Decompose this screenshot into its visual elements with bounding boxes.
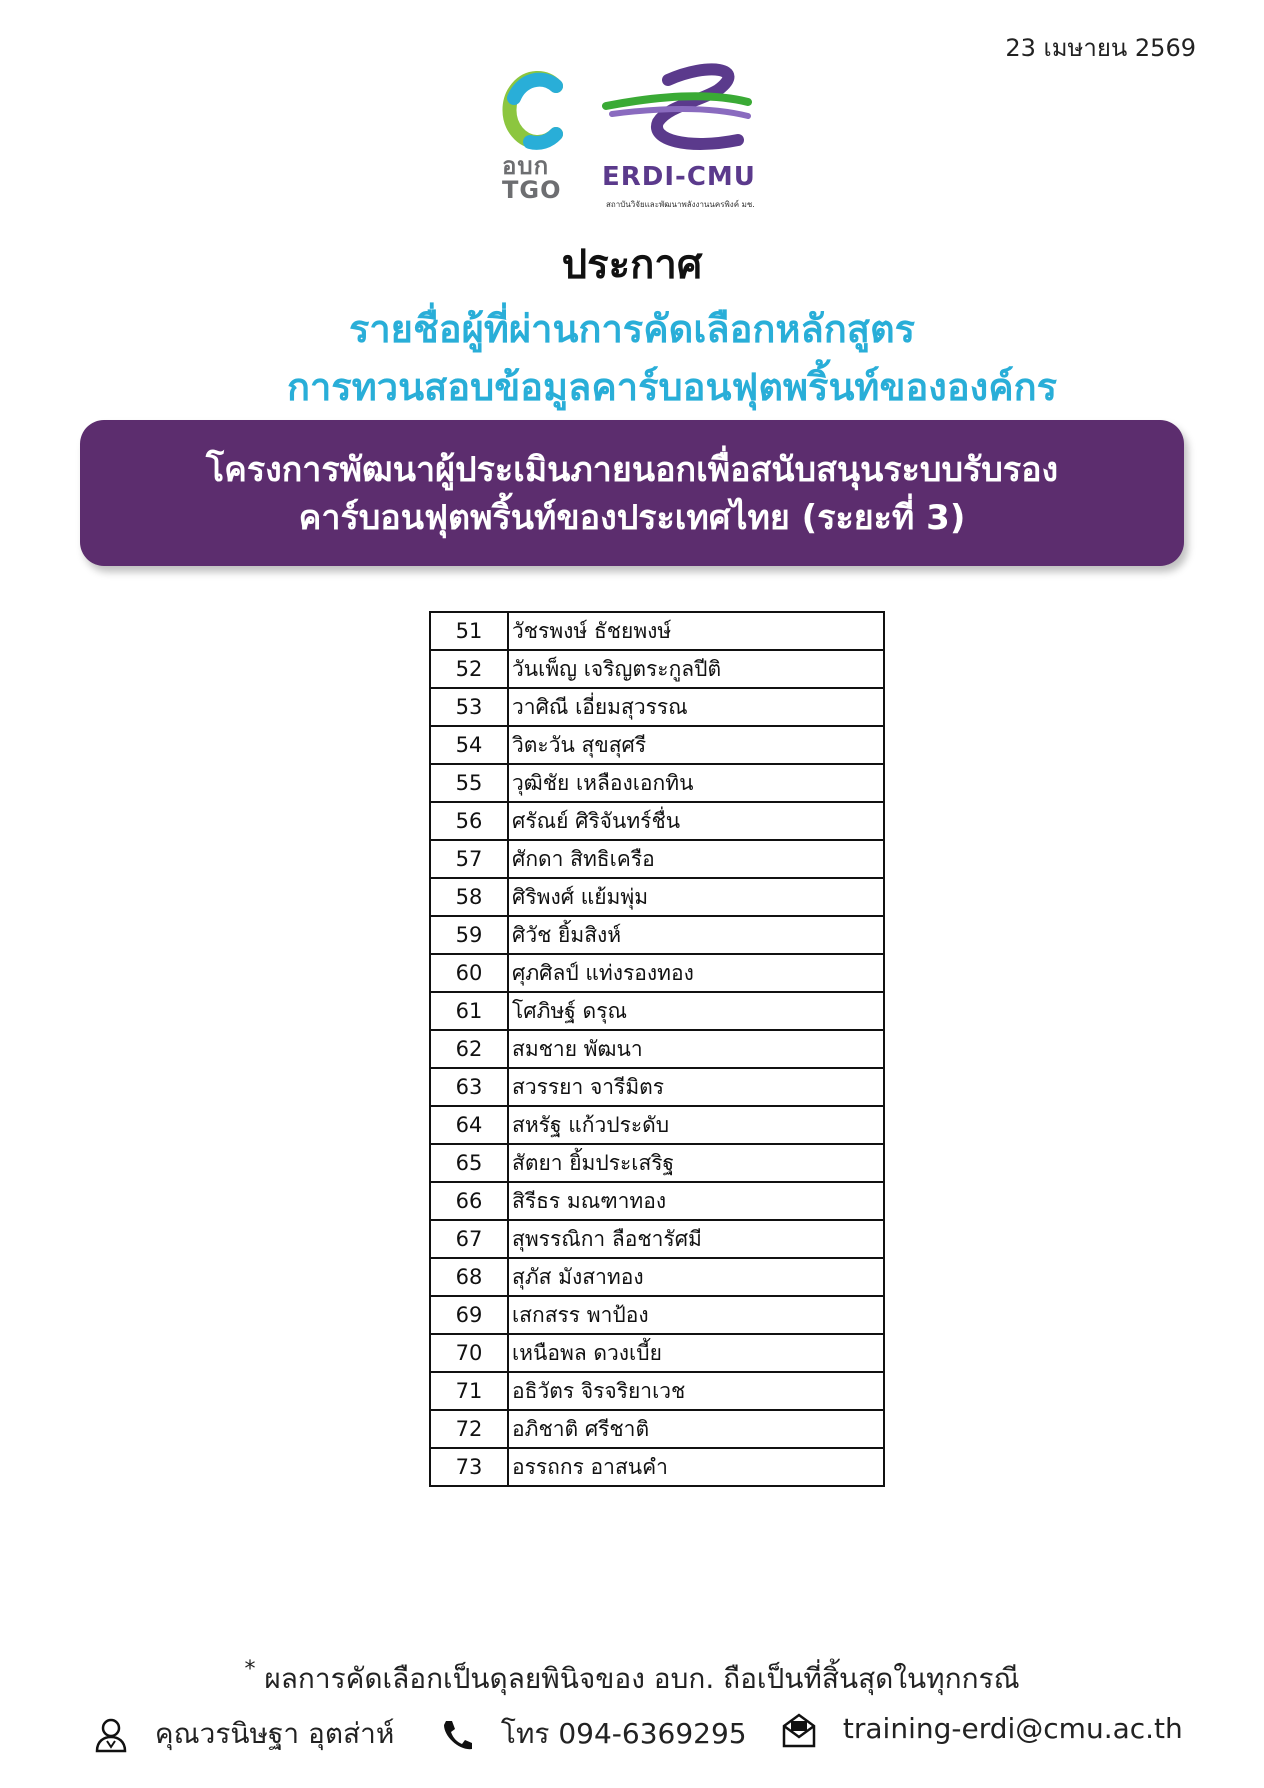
table-row xyxy=(430,1372,884,1410)
subtitle-line-2: การทวนสอบข้อมูลคาร์บอนฟุตพริ้นท์ขององค์กร xyxy=(286,365,1058,409)
footnote xyxy=(0,1657,1264,1701)
participant-number: 53 xyxy=(430,688,508,726)
participant-number: 59 xyxy=(430,916,508,954)
participant-number: 60 xyxy=(430,954,508,992)
participant-name: ศิริพงศ์ แย้มพุ่ม xyxy=(508,878,884,916)
participant-number: 56 xyxy=(430,802,508,840)
table-row xyxy=(430,1258,884,1296)
logo-group xyxy=(490,62,790,212)
table-row xyxy=(430,764,884,802)
erdi-logo xyxy=(598,62,788,212)
table-row xyxy=(430,878,884,916)
table-row xyxy=(430,802,884,840)
participant-name: สหรัฐ แก้วประดับ xyxy=(508,1106,884,1144)
contact-email xyxy=(782,1712,1183,1748)
participant-number: 52 xyxy=(430,650,508,688)
table-row xyxy=(430,1410,884,1448)
table-row xyxy=(430,726,884,764)
participant-number: 63 xyxy=(430,1068,508,1106)
table-row xyxy=(430,1106,884,1144)
footnote-star: * xyxy=(244,1657,256,1682)
banner-line-1: โครงการพัฒนาผู้ประเมินภายนอกเพื่อสนับสนุนระบบรับรอง xyxy=(205,450,1059,490)
participant-number: 71 xyxy=(430,1372,508,1410)
table-row xyxy=(430,650,884,688)
table-row xyxy=(430,1182,884,1220)
contact-person-name: คุณวรนิษฐา อุตส่าห์ xyxy=(154,1717,395,1750)
announcement-date: 23 เมษายน 2569 xyxy=(1005,34,1196,62)
participant-number: 67 xyxy=(430,1220,508,1258)
participant-name: ศิวัช ยิ้มสิงห์ xyxy=(508,916,884,954)
participant-number: 58 xyxy=(430,878,508,916)
participant-number: 65 xyxy=(430,1144,508,1182)
participant-name: วันเพ็ญ เจริญตระกูลปีติ xyxy=(508,650,884,688)
participant-number: 66 xyxy=(430,1182,508,1220)
participant-name: วัชรพงษ์ ธัชยพงษ์ xyxy=(508,612,884,650)
participant-name: สุภัส มังสาทอง xyxy=(508,1258,884,1296)
participant-name: วิตะวัน สุขสุศรี xyxy=(508,726,884,764)
tgo-ring-icon xyxy=(500,68,566,152)
table-row xyxy=(430,1068,884,1106)
participant-name: สิรีธร มณฑาทอง xyxy=(508,1182,884,1220)
participant-name: สวรรยา จารีมิตร xyxy=(508,1068,884,1106)
table-row xyxy=(430,916,884,954)
table-row xyxy=(430,688,884,726)
participant-number: 54 xyxy=(430,726,508,764)
table-row xyxy=(430,840,884,878)
participant-name: ศรัณย์ ศิริจันทร์ชื่น xyxy=(508,802,884,840)
participant-number: 64 xyxy=(430,1106,508,1144)
participant-number: 55 xyxy=(430,764,508,802)
participant-number: 73 xyxy=(430,1448,508,1486)
contact-email-address[interactable]: training-erdi@cmu.ac.th xyxy=(842,1712,1183,1745)
participant-name: สัตยา ยิ้มประเสริฐ xyxy=(508,1144,884,1182)
table-row xyxy=(430,1448,884,1486)
person-icon xyxy=(94,1717,128,1753)
participant-name: อธิวัตร จิรจริยาเวช xyxy=(508,1372,884,1410)
email-icon xyxy=(782,1712,816,1748)
tgo-text xyxy=(502,154,561,202)
contact-person xyxy=(94,1712,394,1756)
table-row xyxy=(430,612,884,650)
participant-number: 68 xyxy=(430,1258,508,1296)
tgo-text-thai: อบก xyxy=(502,152,550,180)
participant-name: เหนือพล ดวงเบี้ย xyxy=(508,1334,884,1372)
tgo-logo xyxy=(490,62,590,212)
participant-number: 69 xyxy=(430,1296,508,1334)
footnote-text: ผลการคัดเลือกเป็นดุลยพินิจของ อบก. ถือเป็นที่สิ้นสุดในทุกกรณี xyxy=(264,1662,1020,1695)
table-row xyxy=(430,1144,884,1182)
participant-name: โศภิษฐ์ ดรุณ xyxy=(508,992,884,1030)
participant-name: อรรถกร อาสนคำ xyxy=(508,1448,884,1486)
tgo-text-english: TGO xyxy=(502,176,562,204)
participant-name: ศักดา สิทธิเครือ xyxy=(508,840,884,878)
participant-number: 51 xyxy=(430,612,508,650)
page-title: ประกาศ xyxy=(561,242,703,288)
participant-name: อภิชาติ ศรีชาติ xyxy=(508,1410,884,1448)
participant-name: วุฒิชัย เหลืองเอกทิน xyxy=(508,764,884,802)
contact-phone-number[interactable]: โทร 094-6369295 xyxy=(500,1717,747,1750)
participant-name: เสกสรร พาป้อง xyxy=(508,1296,884,1334)
table-row xyxy=(430,1296,884,1334)
table-row xyxy=(430,1220,884,1258)
table-row xyxy=(430,954,884,992)
participant-number: 62 xyxy=(430,1030,508,1068)
project-banner xyxy=(80,420,1184,566)
participant-name: ศุภศิลป์ แท่งรองทอง xyxy=(508,954,884,992)
banner-line-2: คาร์บอนฟุตพริ้นท์ของประเทศไทย (ระยะที่ 3) xyxy=(298,498,966,538)
participant-name: วาศิณี เอี่ยมสุวรรณ xyxy=(508,688,884,726)
participant-number: 61 xyxy=(430,992,508,1030)
table-row xyxy=(430,1334,884,1372)
subtitle-line-1: รายชื่อผู้ที่ผ่านการคัดเลือกหลักสูตร xyxy=(348,307,916,351)
participant-name: สุพรรณิกา ลือชารัศมี xyxy=(508,1220,884,1258)
erdi-text: ERDI-CMU xyxy=(602,162,756,192)
participant-name: สมชาย พัฒนา xyxy=(508,1030,884,1068)
erdi-swoosh-icon xyxy=(598,62,788,162)
phone-icon xyxy=(440,1717,474,1753)
participants-table xyxy=(429,611,885,1487)
contact-phone xyxy=(440,1712,747,1756)
participant-number: 72 xyxy=(430,1410,508,1448)
erdi-subtitle: สถาบันวิจัยและพัฒนาพลังงานนครพิงค์ มช. xyxy=(606,200,755,209)
participant-number: 57 xyxy=(430,840,508,878)
participant-number: 70 xyxy=(430,1334,508,1372)
table-row xyxy=(430,1030,884,1068)
table-row xyxy=(430,992,884,1030)
